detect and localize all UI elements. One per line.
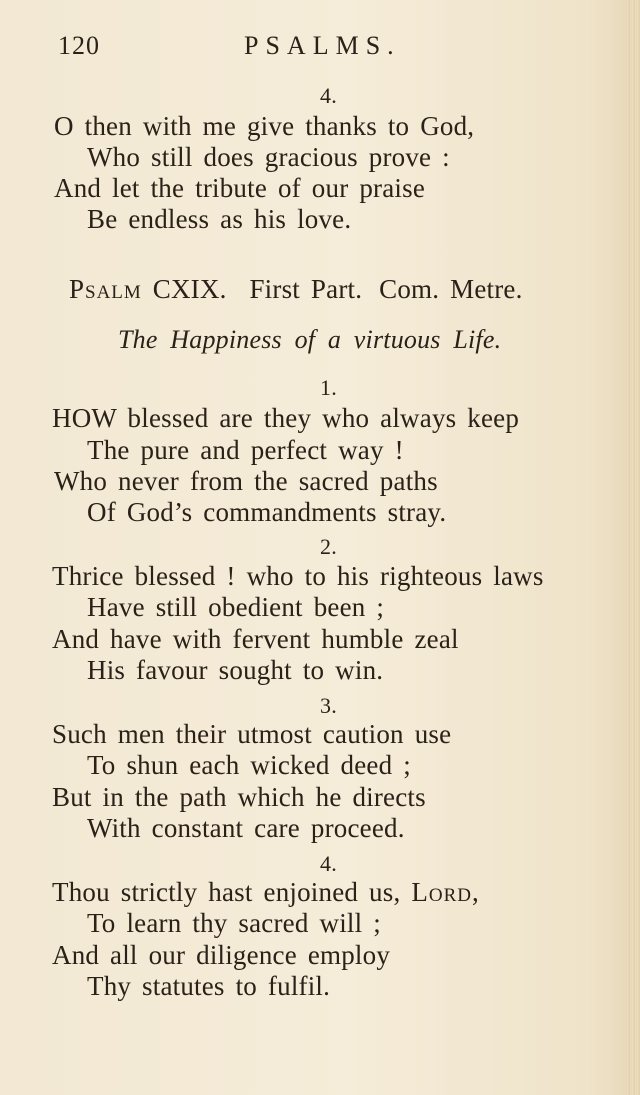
stanza-number: 2. (320, 534, 337, 559)
verse-line (52, 876, 480, 908)
verse-line: With constant care proceed. (87, 813, 405, 843)
stanza-number: 1. (320, 375, 337, 400)
verse-line: Such men their utmost caution use (52, 719, 452, 749)
verse-line: Be endless as his love. (87, 204, 352, 234)
verse-line: And have with fervent humble zeal (52, 624, 459, 654)
verse-line: Who still does gracious prove : (87, 142, 450, 172)
verse-line: And all our diligence employ (52, 940, 391, 970)
verse-line: Have still obedient been ; (87, 592, 385, 622)
running-title: PSALMS. (244, 31, 401, 60)
psalm-part: First Part. (249, 274, 363, 304)
verse-line: Of God’s commandments stray. (87, 497, 447, 527)
verse-line: Thrice blessed ! who to his righteous laws (52, 561, 544, 591)
verse-line: His favour sought to win. (87, 655, 384, 685)
verse-line: HOW blessed are they who always keep (52, 403, 520, 433)
verse-line: To shun each wicked deed ; (87, 750, 411, 780)
page-edge (626, 0, 640, 1095)
psalm-heading (69, 273, 523, 305)
psalm-number: CXIX. (152, 274, 227, 304)
psalm-subtitle: The Happiness of a virtuous Life. (118, 325, 502, 354)
verse-line-text: Thou strictly hast enjoined us, (52, 877, 401, 907)
verse-line: The pure and perfect way ! (87, 435, 404, 465)
psalm-metre: Com. Metre. (379, 274, 523, 304)
verse-line: But in the path which he directs (52, 782, 426, 812)
stanza-number: 4. (320, 83, 337, 108)
verse-line: O then with me give thanks to God, (54, 111, 475, 141)
stanza-number: 4. (320, 851, 337, 876)
verse-line: Thy statutes to fulfil. (87, 971, 331, 1001)
stanza-number: 3. (320, 693, 337, 718)
psalm-name-prefix: Psalm (69, 274, 142, 304)
verse-line: And let the tribute of our praise (54, 173, 426, 203)
page-number: 120 (58, 31, 100, 60)
lord-word: Lord, (411, 877, 480, 907)
verse-line: To learn thy sacred will ; (87, 908, 381, 938)
verse-line: Who never from the sacred paths (54, 466, 438, 496)
